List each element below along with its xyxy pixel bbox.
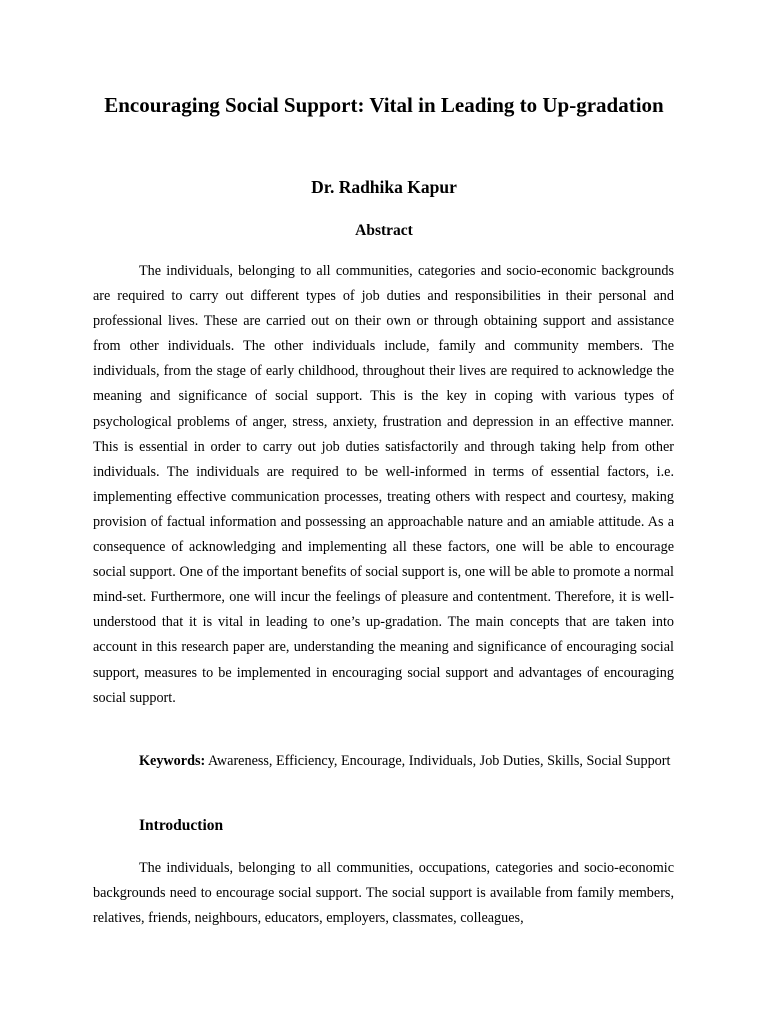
introduction-heading: Introduction xyxy=(139,817,224,834)
abstract-heading: Abstract xyxy=(355,222,413,239)
paper-author: Dr. Radhika Kapur xyxy=(311,177,457,197)
keywords-list: Awareness, Efficiency, Encourage, Individuals, Job Duties, Skills, Social Support xyxy=(207,753,671,769)
paper-title: Encouraging Social Support: Vital in Leading to Up-gradation xyxy=(104,93,664,117)
introduction-paragraph: The individuals, belonging to all communities, occupations, categories and socio-economic backgrounds need to encourage social support. The social support is available from family members, relatives, friends, neighbours, educators, employers, classmates, colleagues, xyxy=(93,860,674,927)
abstract-paragraph: The individuals, belonging to all communities, categories and socio-economic backgrounds are required to carry out different types of job duties and responsibilities in their personal and professional lives. These are carried out on their own or through obtaining support and assistance from other individuals. The other individuals include, family and community members. The individuals, from the stage of early childhood, throughout their lives are required to acknowledge the meaning and significance of social support. This is the key in coping with various types of psychological problems of anger, stress, anxiety, frustration and depression in an effective manner. This is essential in order to carry out job duties satisfactorily and through taking help from other individuals. The individuals are required to be well-informed in terms of essential factors, i.e. implementing effective communication processes, treating others with respect and courtesy, making provision of factual information and possessing an approachable nature and an amiable attitude. As a consequence of acknowledging and implementing all these factors, one will be able to encourage social support. One of the important benefits of social support is, one will be able to promote a normal mind-set. Furthermore, one will incur the feelings of pleasure and contentment. Therefore, it is well-understood that it is vital in leading to one’s up-gradation. The main concepts that are taken into account in this research paper are, understanding the meaning and significance of encouraging social support, measures to be implemented in encouraging social support and advantages of encouraging social support. xyxy=(93,263,674,706)
keywords-paragraph xyxy=(93,749,674,774)
keywords-label: Keywords: xyxy=(139,753,206,769)
